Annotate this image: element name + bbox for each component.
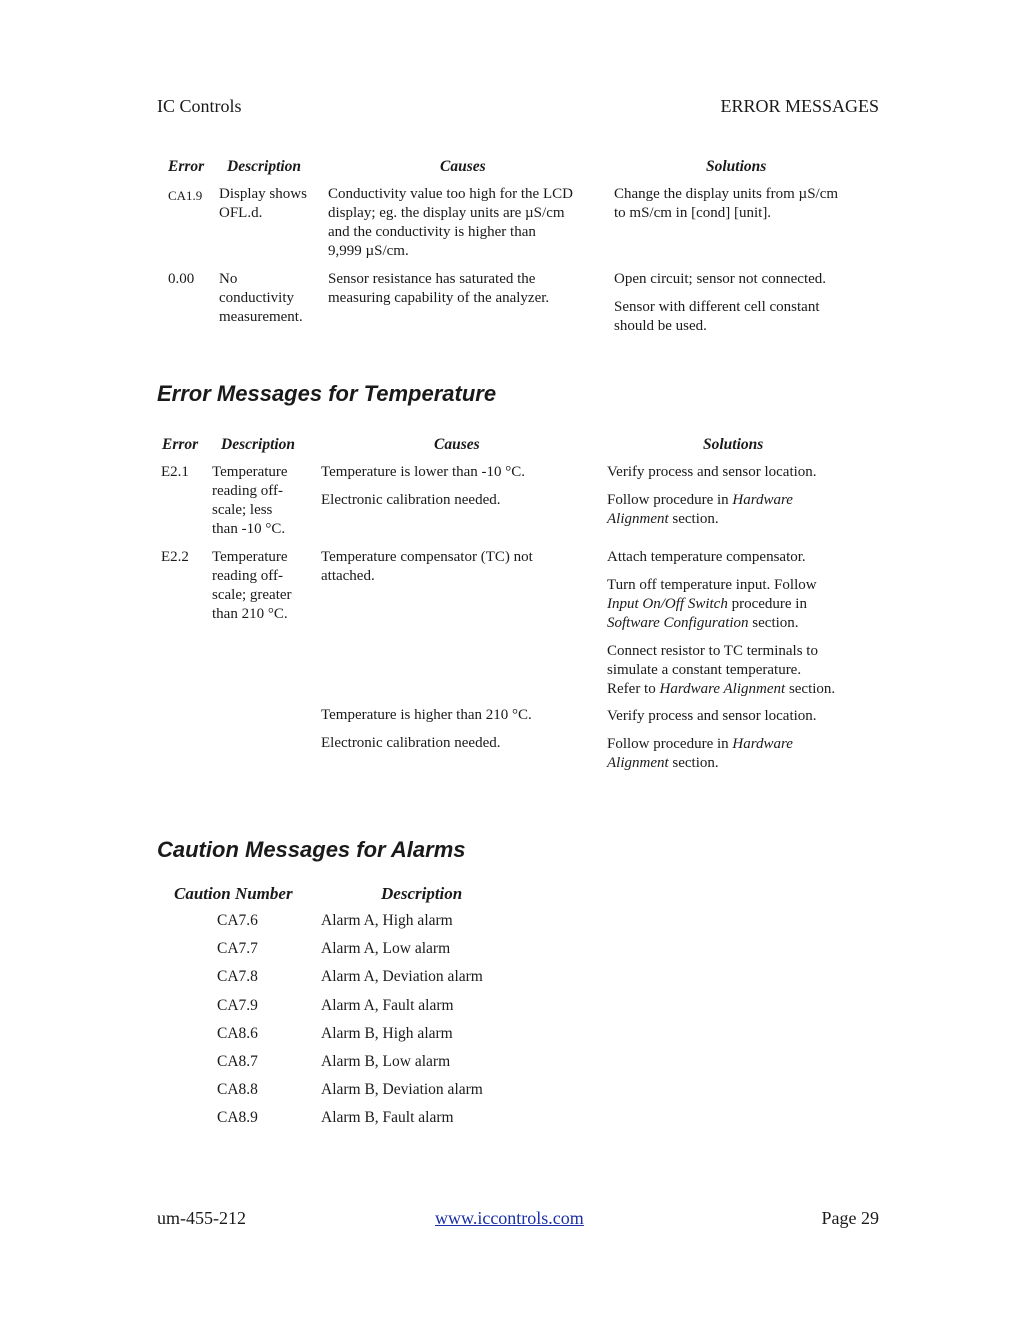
caution-number: CA7.8 — [217, 968, 258, 986]
footer-document-id: um-455-212 — [157, 1208, 246, 1228]
col-header-error: Error — [168, 158, 205, 175]
error-solution: Attach temperature compensator. Turn off temperature input. Follow Input On/Off Switch procedure in Software Configuration section. Connect resistor to TC terminals to simulate a constant temperature. Refer to Hardware Alignment section. Verify process and sensor location. Follow procedure in Hardware Alignment section. — [607, 549, 836, 771]
caution-description: Alarm A, Fault alarm — [321, 996, 454, 1014]
section-title-temperature: Error Messages for Temperature — [157, 381, 497, 406]
caution-number: CA7.6 — [217, 912, 258, 929]
caution-description: Alarm B, Fault alarm — [321, 1109, 454, 1127]
error-cause: Sensor resistance has saturated the measuring capability of the analyzer. — [328, 271, 550, 306]
error-cause: Temperature is higher than 210 °C. Electronic calibration needed. — [321, 707, 532, 751]
error-cause: Temperature compensator (TC) not attached. — [321, 549, 533, 584]
col-header-causes: Causes — [440, 158, 486, 175]
caution-number: CA8.7 — [217, 1053, 258, 1070]
section-title-alarms: Caution Messages for Alarms — [157, 837, 466, 862]
col-header-solutions: Solutions — [703, 436, 764, 453]
header-left: IC Controls — [157, 96, 242, 116]
caution-number: CA7.7 — [217, 940, 258, 958]
caution-description: Alarm B, Low alarm — [321, 1053, 451, 1070]
caution-number: CA7.9 — [217, 996, 258, 1014]
error-description: No conductivity measurement. — [219, 271, 303, 325]
caution-number: CA8.6 — [217, 1024, 258, 1042]
error-solution: Verify process and sensor location. Follow procedure in Hardware Alignment section. — [607, 464, 817, 527]
error-code: 0.00 — [168, 271, 195, 287]
header-right: ERROR MESSAGES — [720, 96, 879, 116]
error-solution: Change the display units from µS/cm to mS/cm in [cond] [unit]. — [614, 186, 839, 221]
error-description: Temperature reading off- scale; less than -10 °C. — [212, 464, 288, 537]
col-header-description: Description — [221, 436, 296, 453]
error-code: E2.1 — [161, 464, 189, 480]
caution-description: Alarm A, Low alarm — [321, 940, 451, 958]
col-header-causes: Causes — [434, 436, 480, 453]
error-code: CA1.9 — [168, 188, 203, 203]
caution-description: Alarm A, Deviation alarm — [321, 968, 483, 986]
caution-number: CA8.9 — [217, 1109, 258, 1127]
footer-page-number: Page 29 — [821, 1208, 879, 1228]
error-description: Temperature reading off- scale; greater than 210 °C. — [212, 549, 292, 622]
col-header-error: Error — [162, 436, 199, 453]
col-header-description: Description — [381, 884, 463, 903]
caution-description: Alarm A, High alarm — [321, 912, 453, 929]
col-header-description: Description — [227, 158, 302, 175]
error-cause: Temperature is lower than -10 °C. Electronic calibration needed. — [321, 464, 526, 508]
error-cause: Conductivity value too high for the LCD display; eg. the display units are µS/cm and the conductivity is higher than 9,999 µS/cm. — [328, 186, 573, 259]
footer-website-link[interactable]: www.iccontrols.com — [435, 1208, 584, 1228]
caution-description: Alarm B, High alarm — [321, 1024, 453, 1042]
caution-description: Alarm B, Deviation alarm — [321, 1081, 483, 1099]
col-header-solutions: Solutions — [706, 158, 767, 175]
error-solution: Open circuit; sensor not connected. Sensor with different cell constant should be used. — [614, 271, 827, 334]
col-header-caution-number: Caution Number — [174, 884, 293, 903]
error-code: E2.2 — [161, 549, 189, 565]
caution-number: CA8.8 — [217, 1081, 258, 1099]
error-description: Display shows OFL.d. — [219, 186, 307, 221]
